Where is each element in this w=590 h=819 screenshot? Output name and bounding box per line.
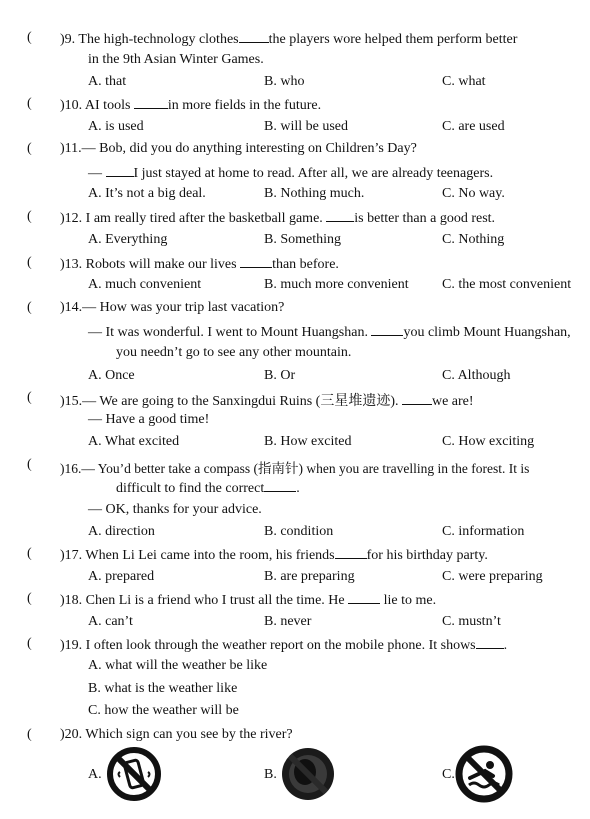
option-c: C. are used	[442, 119, 505, 134]
answer-paren: (	[27, 390, 32, 405]
option-b: B. Or	[264, 368, 296, 383]
answer-blank	[476, 636, 504, 649]
option-a: A. is used	[88, 119, 144, 134]
question-text: When Li Lei came into the room, his friends	[85, 548, 335, 563]
option-c: C. what	[442, 74, 486, 89]
question-text: I often look through the weather report on the mobile phone. It shows	[85, 638, 476, 653]
question-number: 16	[64, 461, 78, 476]
answer-paren: (	[27, 457, 32, 472]
option-b: B. much more convenient	[264, 277, 409, 292]
answer-paren: (	[27, 636, 32, 651]
question-11: )11.— Bob, did you do anything interesting on Children’s Day?	[60, 141, 417, 156]
dialog-line	[88, 323, 571, 341]
question-14: )14.— How was your trip last vacation?	[60, 300, 285, 315]
answer-blank	[239, 30, 269, 43]
question-text: — Bob, did you do anything interesting on Children’s Day?	[81, 141, 417, 156]
question-17: )17. When Li Lei came into the room, his friends for his birthday party.	[60, 548, 488, 563]
option-a: A.	[88, 767, 102, 782]
question-18: )18. Chen Li is a friend who I trust all the time. He lie to me.	[60, 593, 437, 608]
question-text: we are!	[431, 394, 474, 409]
question-text: is better than a good rest.	[354, 211, 496, 226]
question-number: 14	[64, 300, 79, 315]
question-text: — How was your trip last vacation?	[82, 300, 285, 315]
answer-blank	[348, 591, 380, 604]
dash: —	[88, 166, 102, 181]
dialog-text: I just stayed at home to read. After all, we are already teenagers.	[133, 166, 494, 181]
answer-paren: (	[27, 300, 32, 315]
question-text: lie to me.	[383, 593, 437, 608]
dialog-line-cont: you needn’t go to see any other mountain.	[116, 345, 352, 360]
option-c: C.	[442, 767, 455, 782]
period: .	[296, 481, 300, 496]
answer-paren: (	[27, 30, 32, 45]
option-b: B. Something	[264, 232, 342, 247]
question-number: 11	[64, 141, 79, 156]
question-number: 10	[64, 98, 79, 113]
question-16: )16.— You’d better take a compass (指南针) when you are travelling in the forest. It is	[60, 461, 530, 476]
option-c: C. information	[442, 524, 525, 539]
no-phone-sign-icon	[106, 746, 162, 807]
option-a: A. much convenient	[88, 277, 202, 292]
dialog-line: — Have a good time!	[88, 412, 210, 427]
dialog-text: — It was wonderful. I went to Mount Huangshan.	[88, 325, 368, 340]
question-text: — We are going to the Sanxingdui Ruins (三星堆遗迹).	[82, 394, 399, 409]
question-13: )13. Robots will make our lives than before.	[60, 257, 339, 272]
option-c: C. How exciting	[442, 434, 535, 449]
answer-paren: (	[27, 727, 32, 742]
option-b: B. condition	[264, 524, 334, 539]
answer-paren: (	[27, 141, 32, 156]
dialog-line	[88, 164, 493, 182]
question-text: in more fields in the future.	[167, 98, 322, 113]
option-b: B. How excited	[264, 434, 352, 449]
answer-blank	[264, 479, 296, 492]
dialog-text: you climb Mount Huangshan,	[403, 325, 571, 340]
option-b: B. who	[264, 74, 305, 89]
answer-paren: (	[27, 591, 32, 606]
question-number: 15	[64, 394, 79, 409]
question-text-cont: in the 9th Asian Winter Games.	[88, 52, 264, 67]
option-b: B. never	[264, 614, 312, 629]
option-a: A. What excited	[88, 434, 180, 449]
question-text-cont	[116, 479, 300, 497]
answer-blank	[326, 209, 354, 222]
option-c: C. how the weather will be	[88, 703, 239, 718]
question-text: than before.	[272, 257, 339, 272]
question-text: I am really tired after the basketball game.	[85, 211, 323, 226]
option-c: C. No way.	[442, 186, 505, 201]
option-c: C. were preparing	[442, 569, 543, 584]
option-c: C. the most convenient	[442, 277, 572, 292]
answer-blank	[402, 392, 432, 405]
question-text: AI tools	[84, 98, 131, 113]
option-b: B. what is the weather like	[88, 681, 238, 696]
answer-blank	[134, 96, 168, 109]
question-number: 9	[64, 32, 72, 47]
answer-blank	[106, 164, 134, 177]
option-a: A. Once	[88, 368, 135, 383]
no-swimming-sign-icon	[455, 745, 513, 808]
answer-paren: (	[27, 96, 32, 111]
question-10: )10. AI tools in more fields in the future.	[60, 98, 322, 113]
option-b: B. Nothing much.	[264, 186, 365, 201]
question-number: 18	[64, 593, 79, 608]
question-15: )15.— We are going to the Sanxingdui Ruins (三星堆遗迹). we are!	[60, 394, 474, 409]
option-a: A. direction	[88, 524, 155, 539]
option-a: A. that	[88, 74, 127, 89]
period: .	[503, 638, 508, 653]
question-number: 20	[64, 727, 79, 742]
question-number: 12	[64, 211, 79, 226]
question-text: Which sign can you see by the river?	[85, 727, 293, 742]
blurred-sign-icon	[279, 745, 337, 808]
option-b: B. are preparing	[264, 569, 355, 584]
question-text: Robots will make our lives	[85, 257, 237, 272]
question-text: the players wore helped them perform better	[268, 32, 518, 47]
question-number: 19	[64, 638, 79, 653]
question-text: for his birthday party.	[366, 548, 488, 563]
question-12: )12. I am really tired after the basketball game. is better than a good rest.	[60, 211, 496, 226]
answer-blank	[371, 323, 403, 336]
option-a: A. It’s not a big deal.	[88, 186, 206, 201]
question-text: Chen Li is a friend who I trust all the time. He	[85, 593, 345, 608]
option-a: A. what will the weather be like	[88, 658, 268, 673]
option-b: B.	[264, 767, 277, 782]
question-text: difficult to find the correct	[116, 481, 265, 496]
answer-paren: (	[27, 209, 32, 224]
answer-blank	[240, 255, 272, 268]
dialog-line: — OK, thanks for your advice.	[88, 502, 262, 517]
answer-paren: (	[27, 255, 32, 270]
option-a: A. can’t	[88, 614, 133, 629]
option-c: C. Although	[442, 368, 511, 383]
option-c: C. Nothing	[442, 232, 505, 247]
question-text: The high-technology clothes	[78, 32, 239, 47]
question-19: )19. I often look through the weather report on the mobile phone. It shows .	[60, 638, 508, 653]
option-a: A. prepared	[88, 569, 155, 584]
option-a: A. Everything	[88, 232, 168, 247]
question-9: )9. The high-technology clothes the players wore helped them perform better	[60, 32, 518, 47]
option-b: B. will be used	[264, 119, 348, 134]
question-number: 13	[64, 257, 79, 272]
answer-paren: (	[27, 546, 32, 561]
question-number: 17	[64, 548, 79, 563]
answer-blank	[335, 546, 367, 559]
question-20: )20. Which sign can you see by the river?	[60, 727, 293, 742]
question-text: — You’d better take a compass (指南针) when you are travelling in the forest. It is	[81, 461, 530, 476]
option-c: C. mustn’t	[442, 614, 501, 629]
